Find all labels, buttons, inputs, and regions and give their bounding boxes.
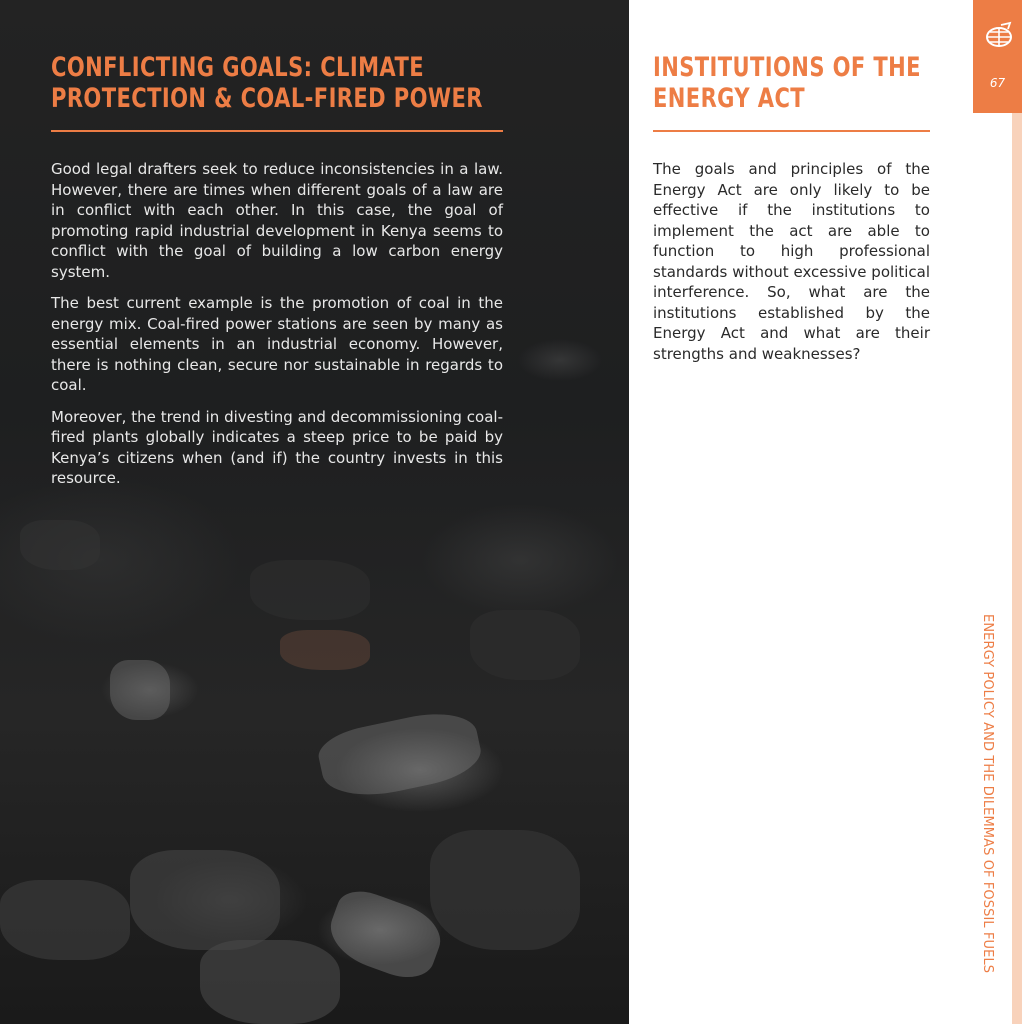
coal-rock	[0, 880, 130, 960]
paragraph: The best current example is the promotion of coal in the energy mix. Coal-fired power stations are seen by many as essential elements in an industrial economy. However, there is nothing clean, secure nor sustainable in regards to coal.	[51, 294, 503, 394]
paragraph: Good legal drafters seek to reduce inconsistencies in a law. However, there are times when different goals of a law are in conflict with each other. In this case, the goal of promoting rapid industrial development in Kenya seems to conflict with the goal of building a low carbon energy system.	[51, 160, 503, 281]
coal-rock	[430, 830, 580, 950]
coal-rock	[110, 660, 170, 720]
page-number: 67	[989, 76, 1006, 90]
paragraph: Moreover, the trend in divesting and decommissioning coal-fired plants globally indicates a steep price to be paid by Kenya’s citizens when (and if) the country invests in this resource.	[51, 407, 503, 487]
coal-rock	[20, 520, 100, 570]
coal-rock	[280, 630, 370, 670]
coal-rock	[200, 940, 340, 1024]
running-section-title: ENERGY POLICY AND THE DILEMMAS OF FOSSIL FUELS	[980, 614, 995, 974]
left-article	[51, 52, 503, 500]
section-heading-conflicting-goals: CONFLICTING GOALS: CLIMATE PROTECTION & COAL-FIRED POWER	[51, 52, 483, 114]
coal-rock	[470, 610, 580, 680]
paragraph: The goals and principles of the Energy Act are only likely to be effective if the institutions to implement the act are able to function to high professional standards without excessive political interference. So, what are the institutions established by the Energy Act and what are their strengths and weaknesses?	[653, 160, 930, 363]
heading-divider	[653, 130, 930, 132]
coal-rock	[130, 850, 280, 950]
page-tab	[973, 0, 1022, 113]
side-accent-strip	[1012, 113, 1022, 1024]
coal-rock	[250, 560, 370, 620]
globe-logo-icon	[984, 20, 1016, 52]
heading-divider	[51, 130, 503, 132]
coal-rock	[314, 704, 485, 806]
right-article	[653, 52, 930, 375]
section-heading-institutions: INSTITUTIONS OF THE ENERGY ACT	[653, 52, 921, 114]
left-body	[51, 159, 503, 489]
right-body	[653, 159, 930, 364]
